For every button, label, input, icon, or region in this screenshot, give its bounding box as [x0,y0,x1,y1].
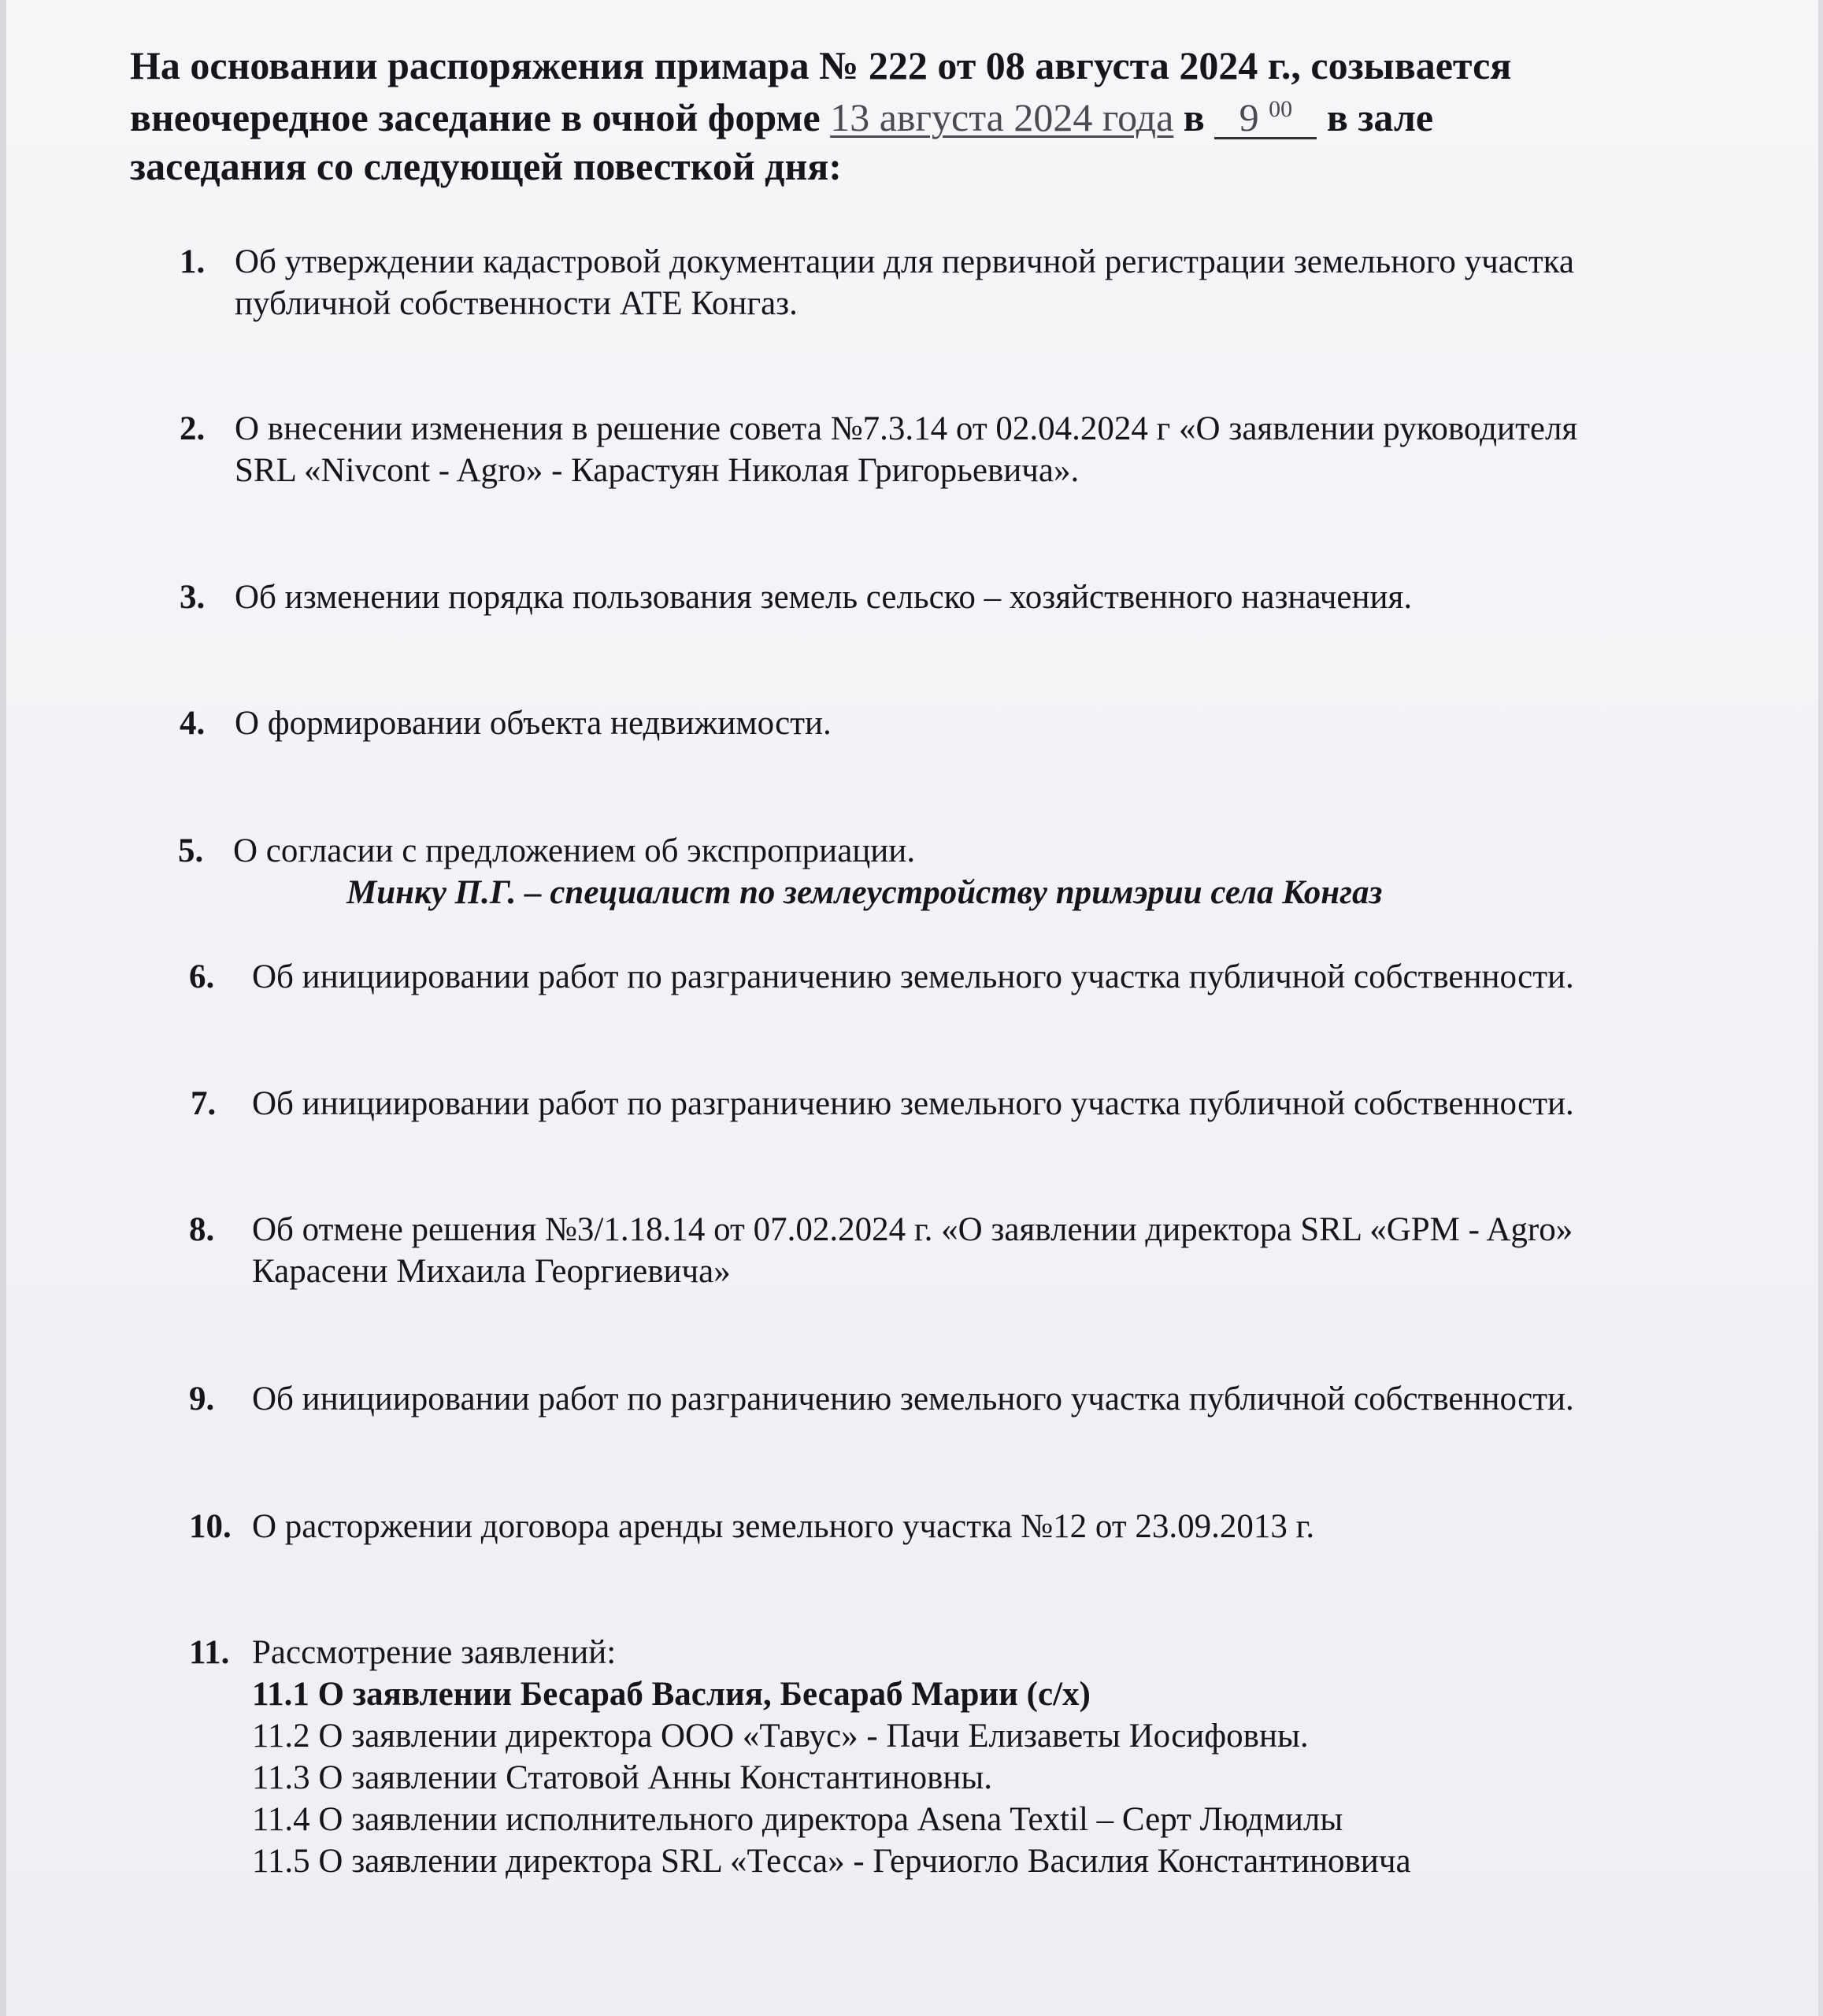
agenda-number: 1. [180,243,206,280]
intro-in: в [1173,95,1215,139]
agenda-text-line: О формировании объекта недвижимости. [235,705,832,742]
intro-line-2 [130,90,1705,142]
meeting-time [1214,90,1317,139]
sub-item-11-3: 11.3 О заявлении Статовой Анны Константиновны. [252,1759,993,1796]
page-edge-right [1818,0,1823,2016]
agenda-number: 4. [180,705,206,742]
meeting-minutes: 00 [1269,96,1293,122]
agenda-text-line: Карасени Михаила Георгиевича» [252,1253,731,1290]
agenda-speaker: Минку П.Г. – специалист по землеустройству примэрии села Конгаз [346,874,1383,911]
agenda-text-line: SRL «Nivcont - Agro» - Карастуян Николая Григорьевича». [235,452,1080,489]
agenda-text-line: Об утверждении кадастровой документации для первичной регистрации земельного участка [235,243,1574,280]
intro-line-1: На основании распоряжения примара № 222 от 08 августа 2024 г., созывается [130,43,1512,87]
agenda-number: 9. [189,1380,215,1418]
agenda-number: 8. [189,1211,215,1248]
agenda-number: 2. [180,410,206,447]
agenda-text-line: Об изменении порядка пользования земель сельско – хозяйственного назначения. [235,579,1413,616]
sub-item-11-5: 11.5 О заявлении директора SRL «Тесса» - Герчиогло Василия Константиновича [252,1843,1411,1880]
agenda-text-line: публичной собственности АТЕ Конгаз. [235,285,798,322]
agenda-text-line: Об отмене решения №3/1.18.14 от 07.02.2024 г. «О заявлении директора SRL «GPM - Agro» [252,1211,1573,1248]
sub-item-11-1: 11.1 О заявлении Бесараб Васлия, Бесараб Марии (с/х) [252,1676,1091,1713]
agenda-text-line: О внесении изменения в решение совета №7.3.14 от 02.04.2024 г «О заявлении руководителя [235,410,1578,447]
intro-line-3: заседания со следующей повесткой дня: [130,144,842,188]
agenda-text-line: Об инициировании работ по разграничению земельного участка публичной собственности. [252,1380,1574,1418]
agenda-number: 10. [189,1508,232,1545]
agenda-number: 6. [189,958,215,995]
agenda-number: 11. [189,1634,230,1671]
agenda-number: 7. [191,1085,217,1122]
agenda-text-line: Об инициировании работ по разграничению земельного участка публичной собственности. [252,1085,1574,1122]
intro-paragraph [130,41,1705,191]
agenda-text-line: О согласии с предложением об экспроприации. [233,832,916,869]
agenda-number: 5. [178,832,204,869]
intro-line-2-prefix: внеочередное заседание в очной форме [130,95,831,139]
meeting-hour: 9 [1239,95,1259,139]
meeting-date: 13 августа 2024 года [830,95,1174,139]
sub-item-11-2: 11.2 О заявлении директора ООО «Тавус» - Пачи Елизаветы Иосифовны. [252,1718,1309,1755]
agenda-text-line: О расторжении договора аренды земельного участка №12 от 23.09.2013 г. [252,1508,1315,1545]
intro-line-2-suffix: в зале [1317,95,1434,139]
agenda-number: 3. [180,579,206,616]
agenda-text-line: Об инициировании работ по разграничению земельного участка публичной собственности. [252,958,1574,995]
page-edge-left [0,0,6,2016]
agenda-text-line: Рассмотрение заявлений: [252,1634,617,1671]
sub-item-11-4: 11.4 О заявлении исполнительного директора Asena Textil – Серт Людмилы [252,1801,1343,1838]
